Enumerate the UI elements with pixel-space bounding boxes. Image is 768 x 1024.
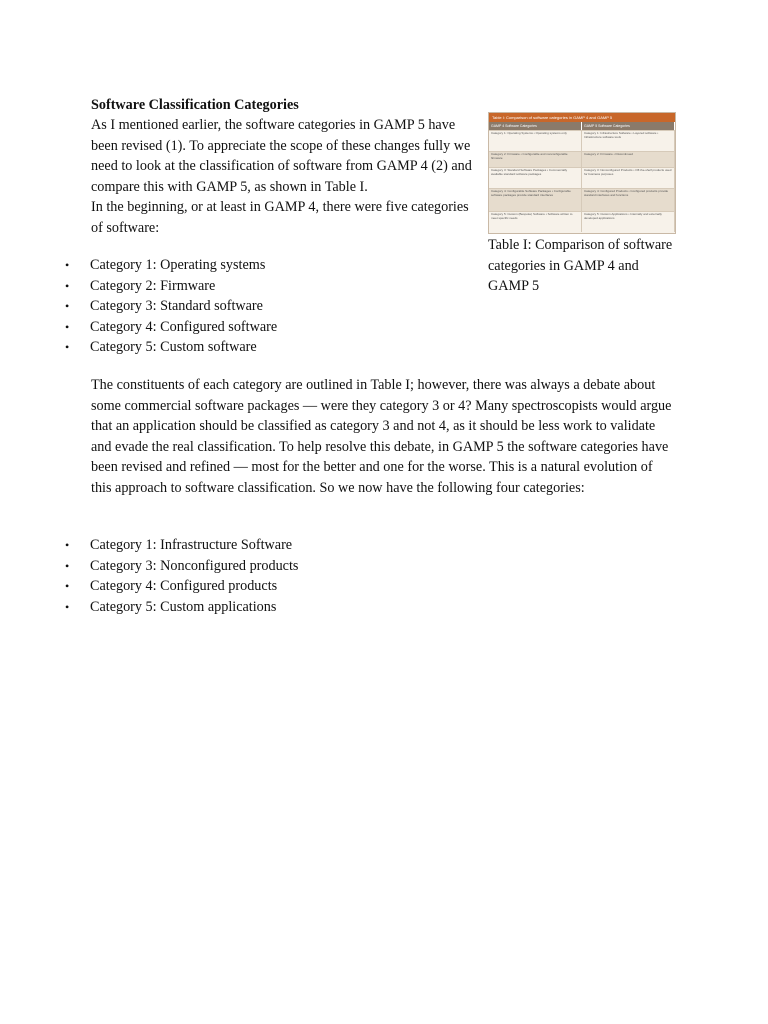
table-row (489, 130, 675, 151)
list-item (0, 317, 277, 338)
bullet: • (65, 558, 70, 573)
section-heading: Software Classification Categories (91, 97, 299, 113)
list-item-text: Category 3: Nonconfigured products (90, 557, 299, 574)
table-figure (488, 112, 676, 297)
bullet: • (65, 340, 70, 354)
bullet: • (65, 599, 70, 614)
list-item-text: Category 1: Operating systems (90, 257, 266, 273)
table-title-bar: Table I: Comparison of software categories in GAMP 4 and GAMP 5 (489, 113, 675, 122)
intro-paragraph: In the beginning, or at least in GAMP 4, there were five categories of software: (91, 199, 469, 236)
list-item-text: Category 3: Standard software (90, 298, 263, 314)
intro-paragraph: As I mentioned earlier, the software categories in GAMP 5 have been revised (1). To appreciate the scope of these changes fully we need to look at the classification of software from GAMP 4 (2) and compare this with GAMP 5, as shown in Table I. (91, 117, 472, 195)
table-cell: Category 1: Infrastructure Software • Layered software • Infrastructure software tools (582, 131, 675, 151)
table-caption: Table I: Comparison of software categories in GAMP 4 and GAMP 5 (488, 237, 673, 294)
list-item (0, 255, 277, 276)
table-cell: Category 2: Firmware • Configurable and nonconfigurable firmware (489, 152, 582, 167)
gamp4-category-list (0, 255, 277, 358)
intro-text (91, 115, 481, 238)
table-cell: Category 1: Operating Systems • Operating systems only (489, 131, 582, 151)
table-cell: Category 4: Configurable Software Packages • Configurable software packages provide standard interfaces (489, 189, 582, 211)
list-item (0, 337, 277, 358)
bullet: • (65, 278, 70, 293)
gamp5-category-list (0, 535, 298, 617)
table-cell: Category 3: Standard Software Packages • Commercially available standard software packages (489, 168, 582, 188)
table-row (489, 167, 675, 188)
bullet: • (65, 258, 70, 272)
list-item-text: Category 5: Custom software (90, 339, 257, 355)
table-row (489, 151, 675, 167)
list-item-text: Category 5: Custom applications (90, 598, 277, 615)
list-item (0, 597, 298, 618)
body-paragraph: The constituents of each category are outlined in Table I; however, there was always a debate about some commercial software packages — were they category 3 or 4? Many spectroscopists would argue that an application should be classified as category 3 and not 4, as it should be less work to validate and evade the real classification. To help resolve this debate, in GAMP 5 the software categories have been revised and refined — most for the better and one for the worse. This is a natural evolution of this approach to software classification. So we now have the following four categories: (91, 377, 672, 496)
table-cell: Category 3: Nonconfigured Products • Off-the-shelf products used for business purposes (582, 168, 675, 188)
table-header-cell: GAMP 5 Software Categories (582, 122, 675, 130)
bullet: • (65, 299, 70, 313)
list-item-text: Category 2: Firmware (90, 277, 216, 294)
table-cell: Category 2: Firmware • Discontinued (582, 152, 675, 167)
table-cell: Category 5: Custom (Bespoke) Software • Software written to meet specific needs (489, 212, 582, 232)
list-item (0, 535, 298, 556)
list-item (0, 556, 298, 577)
list-item (0, 296, 277, 317)
table-row (489, 211, 675, 232)
table-cell: Category 5: Custom Applications • Internally and externally developed applications (582, 212, 675, 232)
table-row (489, 188, 675, 211)
table-header-row (489, 122, 675, 130)
bullet: • (65, 319, 70, 334)
bullet: • (65, 579, 70, 593)
bullet: • (65, 538, 70, 552)
list-item (0, 276, 277, 297)
list-item-text: Category 4: Configured products (90, 578, 278, 594)
list-item-text: Category 4: Configured software (90, 318, 278, 335)
table-cell: Category 4: Configured Products • Configured products provide standard interfaces and functions (582, 189, 675, 211)
comparison-table-image (488, 112, 676, 234)
list-item (0, 576, 298, 597)
list-item-text: Category 1: Infrastructure Software (90, 537, 293, 553)
table-header-cell: GAMP 4 Software Categories (489, 122, 582, 130)
